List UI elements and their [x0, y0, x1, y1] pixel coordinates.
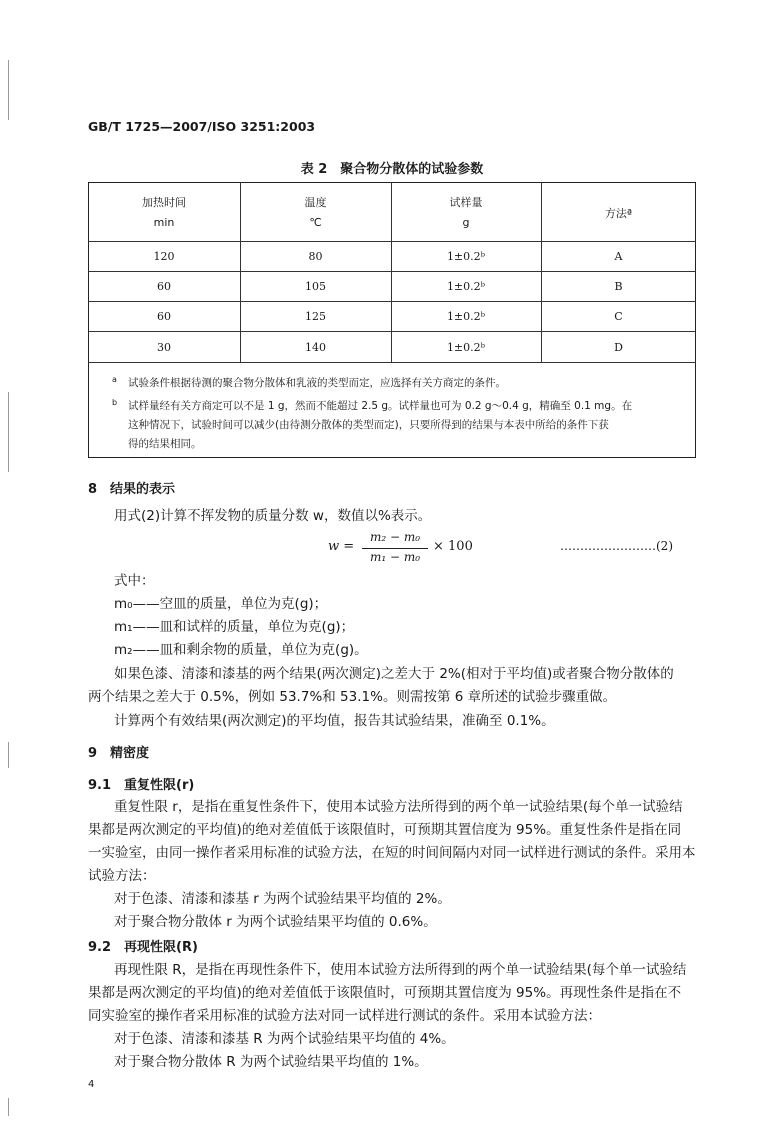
header-method: 方法ª — [604, 207, 633, 220]
formula-numerator: m₂ − m₀ — [369, 530, 421, 544]
cell-sample-mass: 1±0.2ᵇ — [446, 250, 486, 263]
standard-code-header: GB/T 1725—2007/ISO 3251:2003 — [88, 119, 316, 134]
body-text: 计算两个有效结果(两次测定)的平均值，报告其试验结果，准确至 0.1%。 — [114, 713, 555, 729]
body-text: 对于聚合物分散体 R 为两个试验结果平均值的 1%。 — [114, 1054, 428, 1070]
table-rule — [88, 241, 696, 242]
footnote-a-mark: a — [112, 375, 117, 384]
header-temperature: 温度 ℃ — [304, 196, 327, 229]
body-text: 对于色漆、清漆和漆基 r 为两个试验结果平均值的 2%。 — [114, 891, 451, 907]
cell-sample-mass: 1±0.2ᵇ — [446, 280, 486, 293]
body-text: 试验方法： — [88, 868, 156, 884]
body-text: 对于聚合物分散体 r 为两个试验结果平均值的 0.6%。 — [114, 914, 437, 930]
formula-multiplier: × 100 — [433, 539, 473, 554]
page-number: 4 — [88, 1079, 95, 1090]
formula-denominator: m₁ − m₀ — [369, 550, 421, 564]
body-text: 式中： — [114, 573, 155, 589]
body-text: 果都是两次测定的平均值)的绝对差值低于该限值时，可预期其置信度为 95%。重复性条件是指在同 — [88, 822, 682, 838]
definition-item: m₂——皿和剩余物的质量，单位为克(g)。 — [114, 642, 368, 658]
cell-temperature: 80 — [308, 250, 323, 263]
formula-lhs: w = — [328, 539, 355, 554]
header-sample-mass: 试样量 g — [449, 196, 483, 229]
scan-margin-mark — [8, 1098, 9, 1116]
body-text: 用式(2)计算不挥发物的质量分数 w，数值以%表示。 — [114, 508, 432, 524]
body-text: 如果色漆、清漆和漆基的两个结果(两次测定)之差大于 2%(相对于平均值)或者聚合物分散体的 — [114, 666, 674, 682]
table-caption: 表 2 聚合物分散体的试验参数 — [300, 162, 484, 177]
cell-temperature: 125 — [305, 310, 326, 323]
cell-method: D — [614, 341, 623, 354]
body-text: 重复性限 r，是指在重复性条件下，使用本试验方法所得到的两个单一试验结果(每个单一试验结 — [114, 799, 683, 815]
definition-item: m₁——皿和试样的质量，单位为克(g)； — [114, 619, 355, 635]
footnote-b-line: 得的结果相同。 — [128, 438, 202, 450]
section-heading: 9 精密度 — [88, 746, 150, 761]
body-text: 对于色漆、清漆和漆基 R 为两个试验结果平均值的 4%。 — [114, 1031, 455, 1047]
table-rule — [88, 301, 696, 302]
cell-sample-mass: 1±0.2ᵇ — [446, 341, 486, 354]
scan-margin-mark — [8, 742, 9, 768]
body-text: 果都是两次测定的平均值)的绝对差值低于该限值时，可预期其置信度为 95%。再现性条件是指在不 — [88, 985, 682, 1001]
definition-item: m₀——空皿的质量，单位为克(g)； — [114, 596, 328, 612]
formula-number: ……………………(2) — [560, 539, 673, 553]
table-rule — [88, 271, 696, 272]
footnote-b-line: 这种情况下，试验时间可以减少(由待测分散体的类型而定)，只要所得到的结果与本表中所给的条件下获 — [128, 419, 609, 431]
cell-heating-time: 120 — [153, 250, 175, 263]
subsection-heading: 9.1 重复性限(r) — [88, 778, 195, 793]
cell-temperature: 140 — [305, 341, 326, 354]
footnote-a-text: 试验条件根据待测的聚合物分散体和乳液的类型而定，应选择有关方商定的条件。 — [128, 377, 506, 389]
cell-method: C — [614, 310, 623, 323]
cell-method: A — [614, 250, 623, 263]
table-rule — [88, 362, 696, 363]
body-text: 同实验室的操作者采用标准的试验方法对同一试样进行测试的条件。采用本试验方法： — [88, 1008, 601, 1024]
cell-heating-time: 60 — [157, 280, 171, 293]
scan-margin-mark — [8, 392, 9, 472]
cell-heating-time: 30 — [157, 341, 171, 354]
body-text: 一实验室，由同一操作者采用标准的试验方法，在短的时间间隔内对同一试样进行测试的条件。采用本 — [88, 845, 696, 861]
section-heading: 8 结果的表示 — [88, 482, 176, 497]
scan-margin-mark — [8, 60, 9, 120]
header-heating-time: 加热时间 min — [142, 196, 186, 229]
subsection-heading: 9.2 再现性限(R) — [88, 940, 198, 955]
cell-heating-time: 60 — [157, 310, 171, 323]
cell-temperature: 105 — [305, 280, 326, 293]
cell-sample-mass: 1±0.2ᵇ — [446, 310, 486, 323]
footnote-b-line: 试样量经有关方商定可以不是 1 g，然而不能超过 2.5 g。试样量也可为 0.2 g～0.4 g，精确至 0.1 mg。在 — [128, 400, 633, 412]
body-text: 两个结果之差大于 0.5%，例如 53.7%和 53.1%。则需按第 6 章所述的试验步骤重做。 — [88, 689, 617, 705]
cell-method: B — [614, 280, 623, 293]
body-text: 再现性限 R，是指在再现性条件下，使用本试验方法所得到的两个单一试验结果(每个单一试验结 — [114, 962, 687, 978]
table-rule — [88, 331, 696, 332]
fraction-bar — [362, 548, 428, 549]
footnote-b-mark: b — [112, 398, 118, 407]
